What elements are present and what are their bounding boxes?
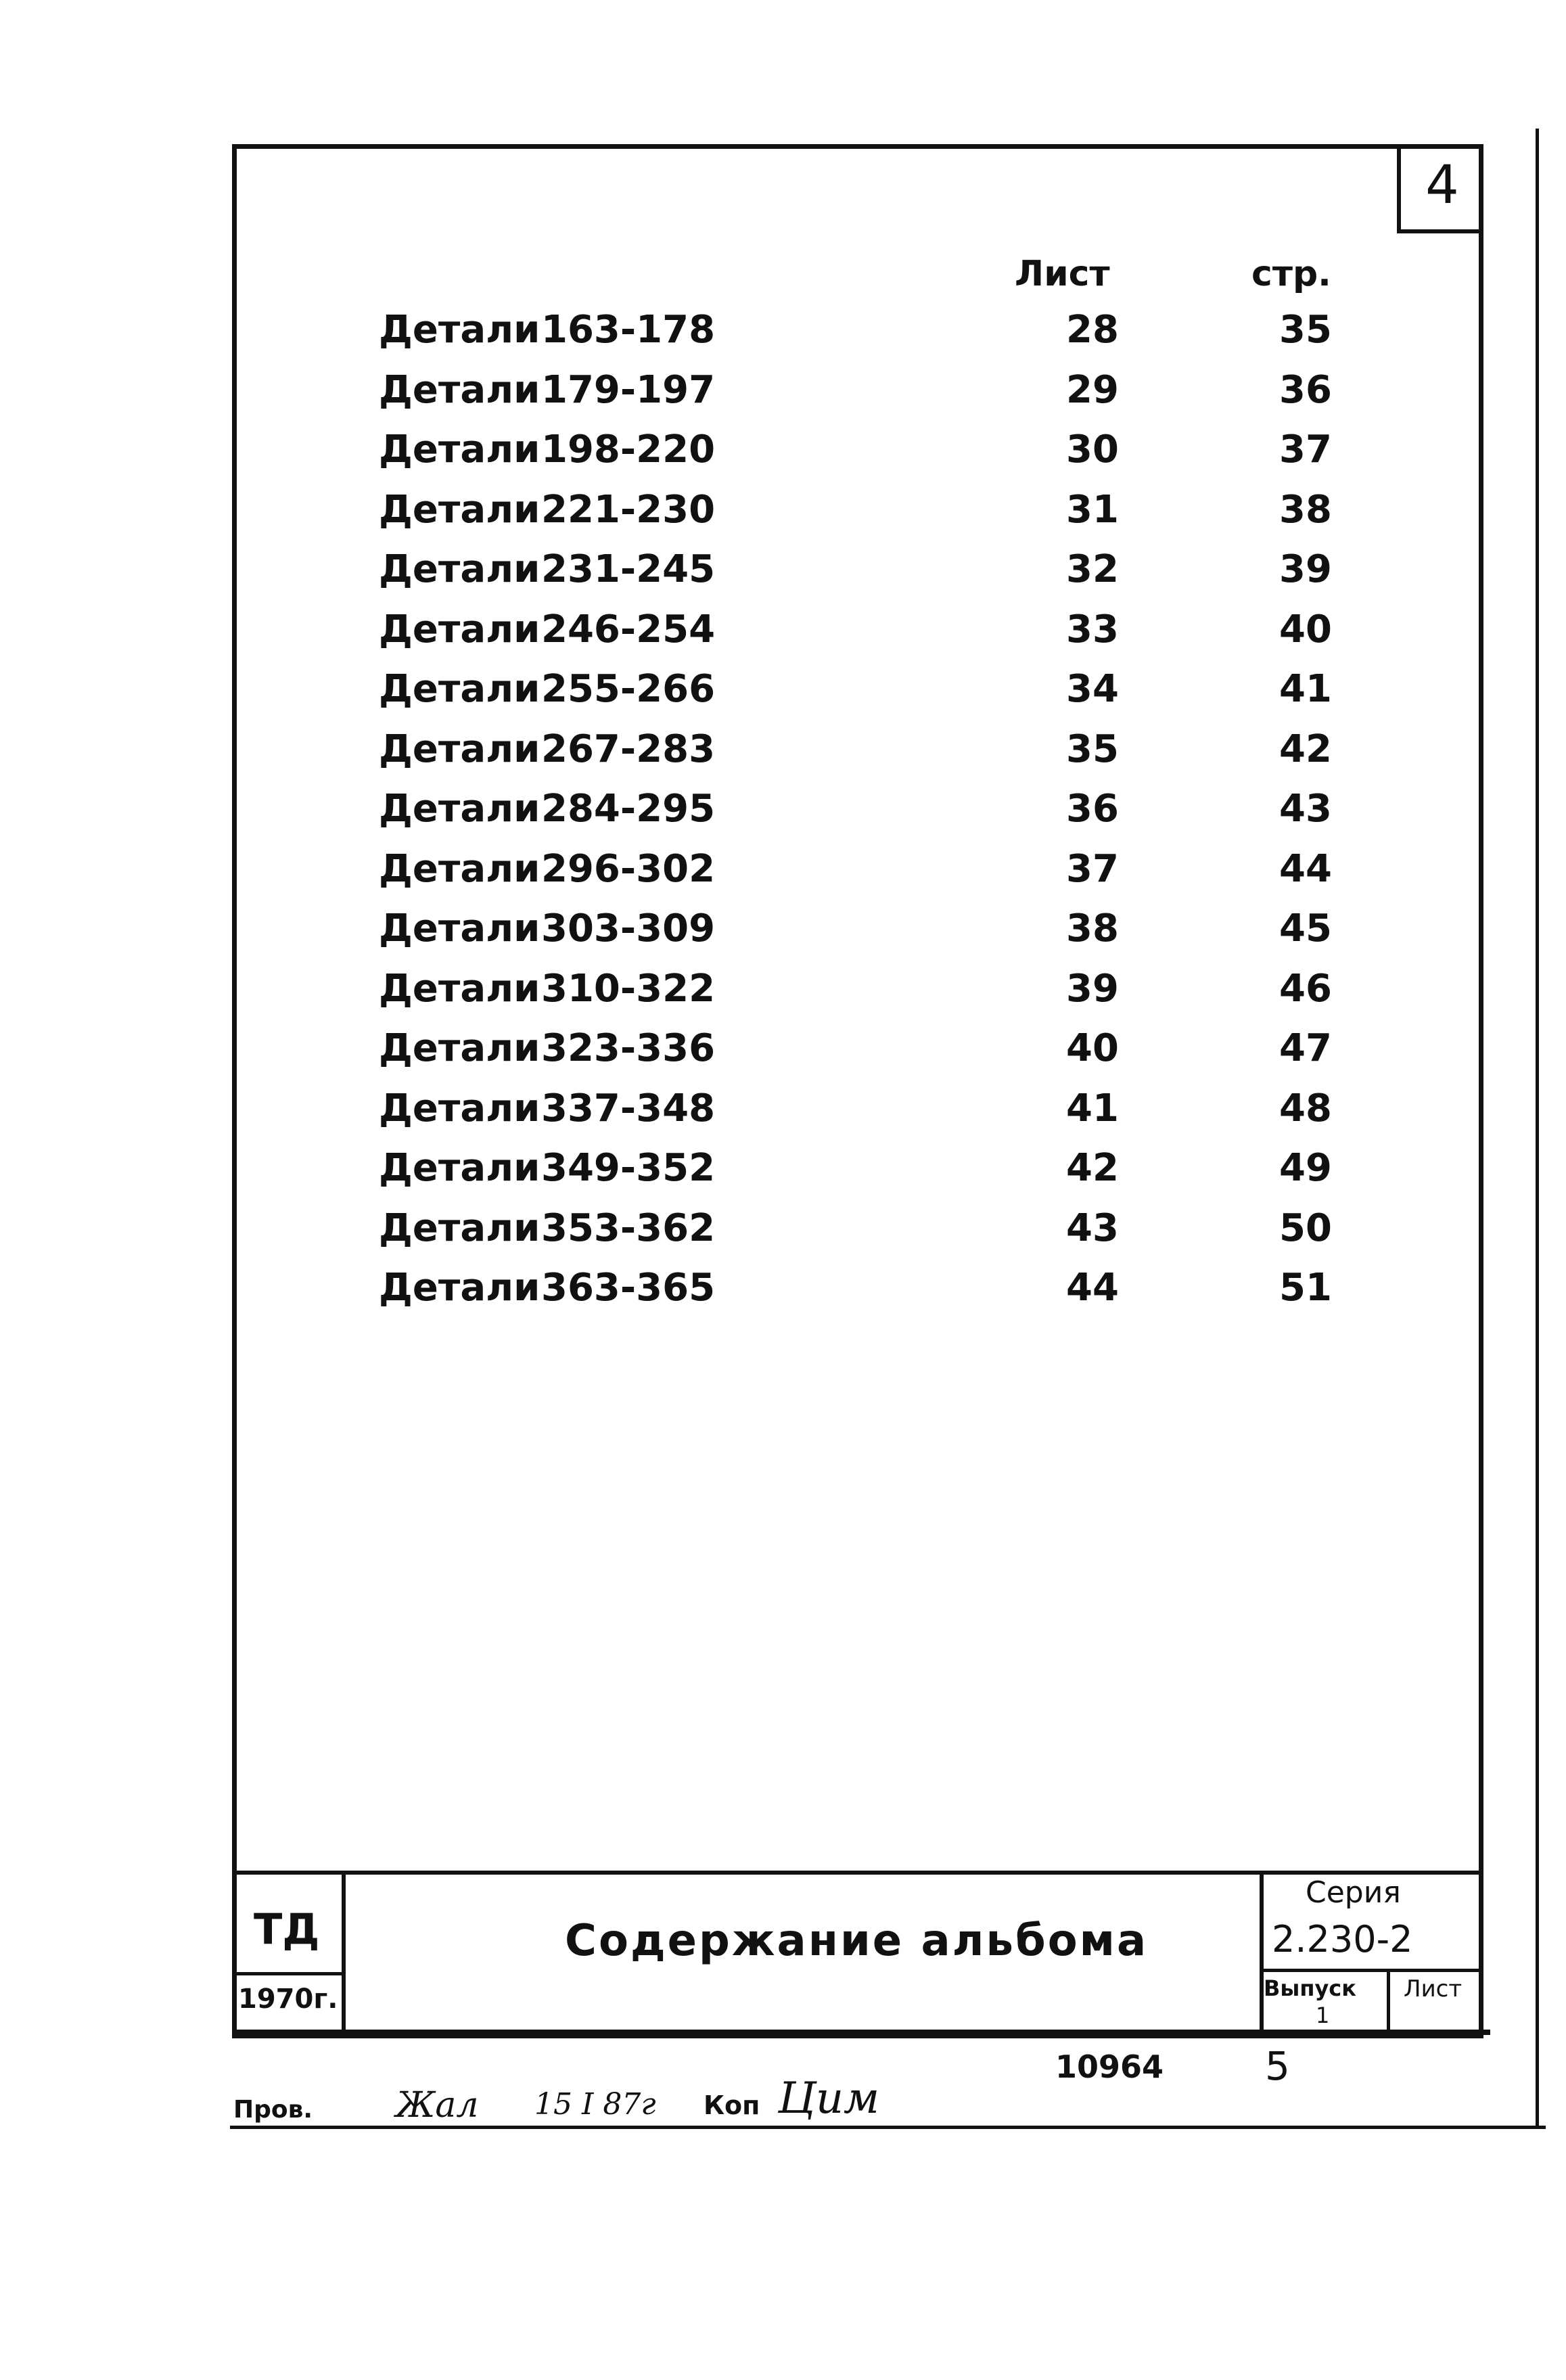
row-name: Детали [379, 367, 540, 412]
row-name: Детали [379, 1146, 540, 1190]
checked-date: 15 I 87г [534, 2087, 656, 2122]
row-sheet-number: 39 [1066, 966, 1119, 1011]
row-sheet-number: 40 [1066, 1026, 1119, 1070]
stamp-issue-value: 1 [1316, 2003, 1330, 2028]
row-sheet-number: 38 [1066, 907, 1119, 951]
stamp-issue-label: Выпуск [1264, 1975, 1356, 2001]
list-item [379, 1206, 1339, 1266]
row-page-number: 47 [1279, 1026, 1332, 1070]
row-name: Детали [379, 607, 540, 651]
stamp-divider-issue [1387, 1969, 1390, 2033]
list-item [379, 727, 1339, 787]
row-name: Детали [379, 787, 540, 831]
row-sheet-number: 33 [1066, 607, 1119, 651]
list-item [379, 1026, 1339, 1086]
row-page-number: 40 [1279, 607, 1332, 651]
sheet-corner-number: 4 [1397, 144, 1483, 233]
row-name: Детали [379, 1026, 540, 1070]
stamp-series-label: Серия [1306, 1875, 1401, 1910]
row-page-number: 36 [1279, 367, 1332, 412]
row-name: Детали [379, 547, 540, 591]
row-name: Детали [379, 907, 540, 951]
row-range: 323-336 [541, 1026, 716, 1070]
row-range: 353-362 [541, 1206, 716, 1250]
row-name: Детали [379, 966, 540, 1011]
row-range: 221-230 [541, 487, 716, 532]
list-item [379, 1086, 1339, 1146]
row-sheet-number: 36 [1066, 787, 1119, 831]
row-name: Детали [379, 727, 540, 771]
row-sheet-number: 28 [1066, 308, 1119, 352]
list-item [379, 967, 1339, 1026]
list-item [379, 547, 1339, 607]
row-name: Детали [379, 1206, 540, 1250]
row-page-number: 48 [1279, 1086, 1332, 1130]
checked-label: Пров. [233, 2096, 313, 2124]
list-item [379, 488, 1339, 547]
row-page-number: 45 [1279, 907, 1332, 951]
row-name: Детали [379, 667, 540, 711]
row-sheet-number: 31 [1066, 487, 1119, 532]
stamp-sheet-label: Лист [1404, 1975, 1463, 2003]
row-sheet-number: 41 [1066, 1086, 1119, 1130]
list-item [379, 428, 1339, 487]
list-item [379, 368, 1339, 428]
row-sheet-number: 34 [1066, 667, 1119, 711]
row-page-number: 42 [1279, 727, 1332, 771]
list-item [379, 787, 1339, 846]
row-name: Детали [379, 428, 540, 472]
row-range: 179-197 [541, 367, 716, 412]
list-item [379, 308, 1339, 367]
row-sheet-number: 30 [1066, 428, 1119, 472]
row-page-number: 43 [1279, 787, 1332, 831]
row-range: 296-302 [541, 846, 716, 891]
list-item [379, 608, 1339, 667]
stamp-divider-right [1260, 1871, 1264, 2033]
checked-signature: Жал [396, 2085, 479, 2126]
row-page-number: 44 [1279, 846, 1332, 891]
row-sheet-number: 32 [1066, 547, 1119, 591]
list-item [379, 1266, 1339, 1325]
row-range: 337-348 [541, 1086, 716, 1130]
row-range: 284-295 [541, 787, 716, 831]
stamp-series-value: 2.230-2 [1272, 1918, 1413, 1961]
row-range: 231-245 [541, 547, 716, 591]
row-page-number: 39 [1279, 547, 1332, 591]
row-name: Детали [379, 308, 540, 352]
footer-rule [230, 2126, 1546, 2129]
row-sheet-number: 37 [1066, 846, 1119, 891]
row-range: 267-283 [541, 727, 716, 771]
stamp-org: ТД [254, 1904, 320, 1954]
row-sheet-number: 43 [1066, 1206, 1119, 1250]
row-page-number: 51 [1279, 1266, 1332, 1310]
row-name: Детали [379, 846, 540, 891]
row-range: 349-352 [541, 1146, 716, 1190]
row-page-number: 46 [1279, 966, 1332, 1011]
page-number: 5 [1265, 2043, 1290, 2089]
row-page-number: 38 [1279, 487, 1332, 532]
list-item [379, 667, 1339, 727]
row-range: 255-266 [541, 667, 716, 711]
row-range: 363-365 [541, 1266, 716, 1310]
row-sheet-number: 42 [1066, 1146, 1119, 1190]
list-item [379, 907, 1339, 966]
stamp-title: Содержание альбома [565, 1916, 1149, 1966]
row-name: Детали [379, 1266, 540, 1310]
stamp-divider-series [1260, 1969, 1483, 1972]
stamp-top-border [232, 1871, 1483, 1875]
row-name: Детали [379, 1086, 540, 1130]
row-page-number: 37 [1279, 428, 1332, 472]
column-header-page: стр. [1251, 254, 1331, 294]
row-sheet-number: 44 [1066, 1266, 1119, 1310]
inventory-number: 10964 [1055, 2049, 1164, 2085]
row-range: 310-322 [541, 966, 716, 1011]
row-range: 198-220 [541, 428, 716, 472]
row-name: Детали [379, 487, 540, 532]
copy-signature: Цим [778, 2074, 880, 2124]
list-item [379, 1146, 1339, 1206]
row-sheet-number: 35 [1066, 727, 1119, 771]
copy-label: Коп [704, 2090, 760, 2120]
row-sheet-number: 29 [1066, 367, 1119, 412]
row-page-number: 41 [1279, 667, 1332, 711]
stamp-year: 1970г. [238, 1984, 338, 2015]
stamp-divider-org [232, 1972, 344, 1975]
row-page-number: 50 [1279, 1206, 1332, 1250]
stamp-bottom-border [232, 2030, 1490, 2035]
row-page-number: 49 [1279, 1146, 1332, 1190]
stamp-divider-left [342, 1871, 346, 2033]
page-edge-line [1536, 129, 1539, 2128]
column-header-sheet: Лист [1015, 254, 1110, 294]
row-range: 163-178 [541, 308, 716, 352]
row-range: 246-254 [541, 607, 716, 651]
list-item [379, 847, 1339, 907]
row-range: 303-309 [541, 907, 716, 951]
row-page-number: 35 [1279, 308, 1332, 352]
